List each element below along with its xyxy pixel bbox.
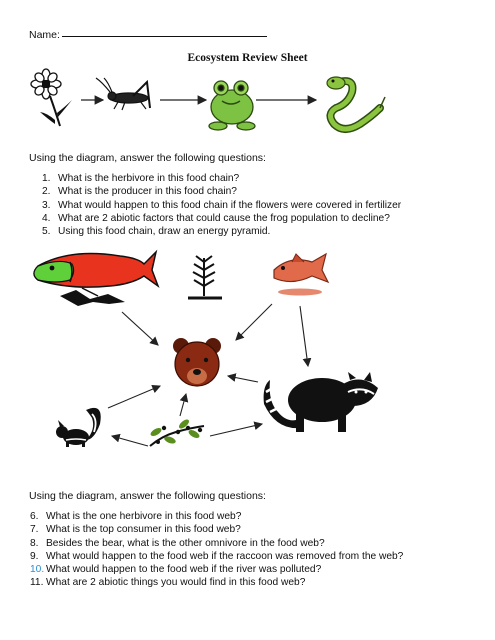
arrow-fish-to-bear [236, 304, 272, 340]
question-1: 1. What is the herbivore in this food chain? [42, 173, 240, 184]
squirrel-icon [56, 408, 101, 447]
question-7: 7. What is the top consumer in this food web? [30, 524, 241, 536]
question-4: 4. What are 2 abiotic factors that could cause the frog population to decline? [42, 212, 390, 224]
berry-branch-icon [149, 418, 204, 446]
food-chain-instruction: Using the diagram, answer the following questions: [29, 152, 266, 164]
arrow-raccoon-to-bear [228, 376, 258, 382]
question-6: 6. What is the one herbivore in this food web? [30, 511, 242, 522]
page-title: Ecosystem Review Sheet [187, 52, 308, 64]
question-2: 2. What is the producer in this food chain? [42, 186, 237, 198]
arrow-squirrel-to-bear [108, 386, 160, 408]
question-8: 8. Besides the bear, what is the other omnivore in the food web? [30, 537, 325, 549]
fish-icon [274, 254, 328, 296]
arrow-berries-to-squirrel [112, 436, 148, 446]
food-web-questions [30, 510, 403, 590]
question-9: 9. What would happen to the food web if the raccoon was removed from the web? [30, 550, 404, 562]
raccoon-icon [264, 372, 378, 432]
arrow-berries-to-raccoon [210, 424, 262, 436]
arrow-salmon-to-bear [122, 312, 158, 345]
question-3: 3. What would happen to this food chain if the flowers were covered in fertilizer [42, 199, 402, 211]
name-label: Name: [29, 29, 60, 41]
question-11: 11. What are 2 abiotic things you would find in this food web? [30, 577, 306, 589]
food-web-instruction: Using the diagram, answer the following questions: [29, 490, 266, 502]
bear-icon [173, 338, 221, 386]
question-5: 5. Using this food chain, draw an energy pyramid. [42, 226, 271, 238]
salmon-icon [34, 252, 158, 306]
arrow-fish-to-raccoon [300, 306, 308, 366]
aquatic-plant-icon [188, 256, 222, 298]
question-10: 10. What would happen to the food web if the river was polluted? [30, 564, 322, 576]
arrow-berries-to-bear [180, 394, 186, 416]
